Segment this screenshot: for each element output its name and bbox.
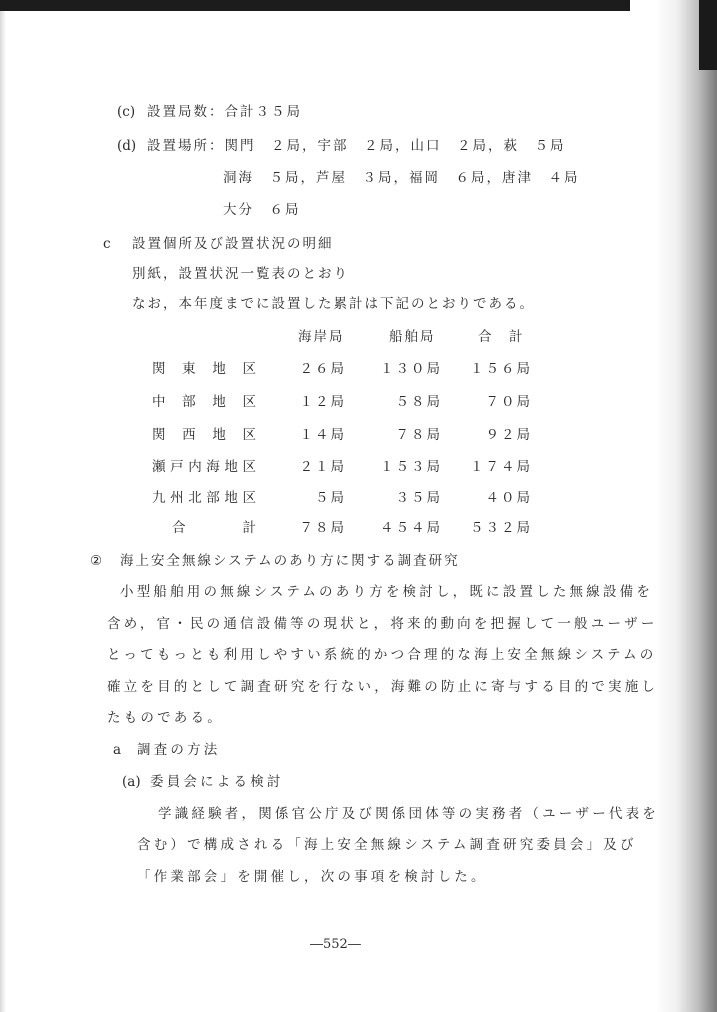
section-2-para-line: たものである。 [107,710,224,726]
region-label: 関東地区 [152,361,256,377]
item-c-text: 設置局数：合計３５局 [147,104,302,120]
table-header-ship: 船舶局 [389,329,436,345]
section-2-para-line: 小型船舶用の無線システムのあり方を検討し，既に設置した無線設備を [120,584,654,600]
item-d-line1: 設置場所：関門 ２局，宇部 ２局，山口 ２局，萩 ５局 [147,138,566,154]
section-2-para-line: とってもっとも利用しやすい系統的かつ合理的な海上安全無線システムの [107,647,657,663]
section-2-para-line: 確立を目的として調査研究を行ない，海難の防止に寄与する目的で実施し [107,679,659,695]
scan-top-border [0,0,630,11]
sub-a-marker: a [113,742,124,758]
page-number: ―552― [310,937,361,952]
coast-count: ５局 [315,490,346,506]
region-label: 中部地区 [152,394,256,410]
total-count: ７０局 [485,394,532,410]
sub-a-heading: 調査の方法 [137,742,221,758]
section-2-para-line: 含め，官・民の通信設備等の現状と，将来的動向を把握して一般ユーザー [107,616,658,632]
section-c-heading: 設置個所及び設置状況の明細 [132,236,334,252]
coast-count: １４局 [299,427,346,443]
region-label: 関西地区 [152,427,256,443]
region-label: 合計 [172,520,256,536]
coast-count: ２６局 [299,361,346,377]
total-count: ５３２局 [470,520,532,536]
coast-count: ７８局 [299,520,346,536]
sub-a1-heading: 委員会による検討 [150,774,284,790]
ship-count: １５３局 [380,459,442,475]
coast-count: １２局 [299,394,346,410]
ship-count: ７８局 [395,427,442,443]
total-count: ９２局 [485,427,532,443]
sub-a1-para-line: 含む）で構成される「海上安全無線システム調査研究委員会」及び [137,837,637,853]
total-count: ４０局 [485,490,532,506]
section-2-marker: ② [90,553,103,569]
page-right-shadow [655,0,717,1012]
region-label: 瀬戸内海地区 [152,459,256,475]
ship-count: ３５局 [395,490,442,506]
total-count: １５６局 [470,361,532,377]
sub-a1-para-line: 学識経験者，関係官公庁及び関係団体等の実務者（ユーザー代表を [158,806,659,822]
section-2-heading: 海上安全無線システムのあり方に関する調査研究 [120,553,460,569]
item-d-line2: 洞海 ５局，芦屋 ３局，福岡 ６局，唐津 ４局 [223,170,580,186]
page-left-shadow [0,0,6,1012]
total-count: １７４局 [470,459,532,475]
table-header-coast: 海岸局 [298,329,345,345]
table-header-total: 合 計 [478,329,525,345]
section-c-line1: 別紙，設置状況一覧表のとおり [132,266,349,282]
ship-count: ５８局 [395,394,442,410]
ship-count: ４５４局 [380,520,442,536]
section-c-marker: c [103,236,113,252]
item-d-line3: 大分 ６局 [223,202,301,218]
sub-a1-marker: (a) [122,774,141,790]
item-d-marker: (d) [117,138,137,154]
scan-corner-dark [699,0,717,70]
ship-count: １３０局 [380,361,442,377]
section-c-line2: なお，本年度までに設置した累計は下記のとおりである。 [132,296,535,312]
coast-count: ２１局 [299,459,346,475]
region-label: 九州北部地区 [152,490,256,506]
item-c-marker: (c) [117,104,136,120]
sub-a1-para-line: 「作業部会」を開催し，次の事項を検討した。 [137,869,488,885]
